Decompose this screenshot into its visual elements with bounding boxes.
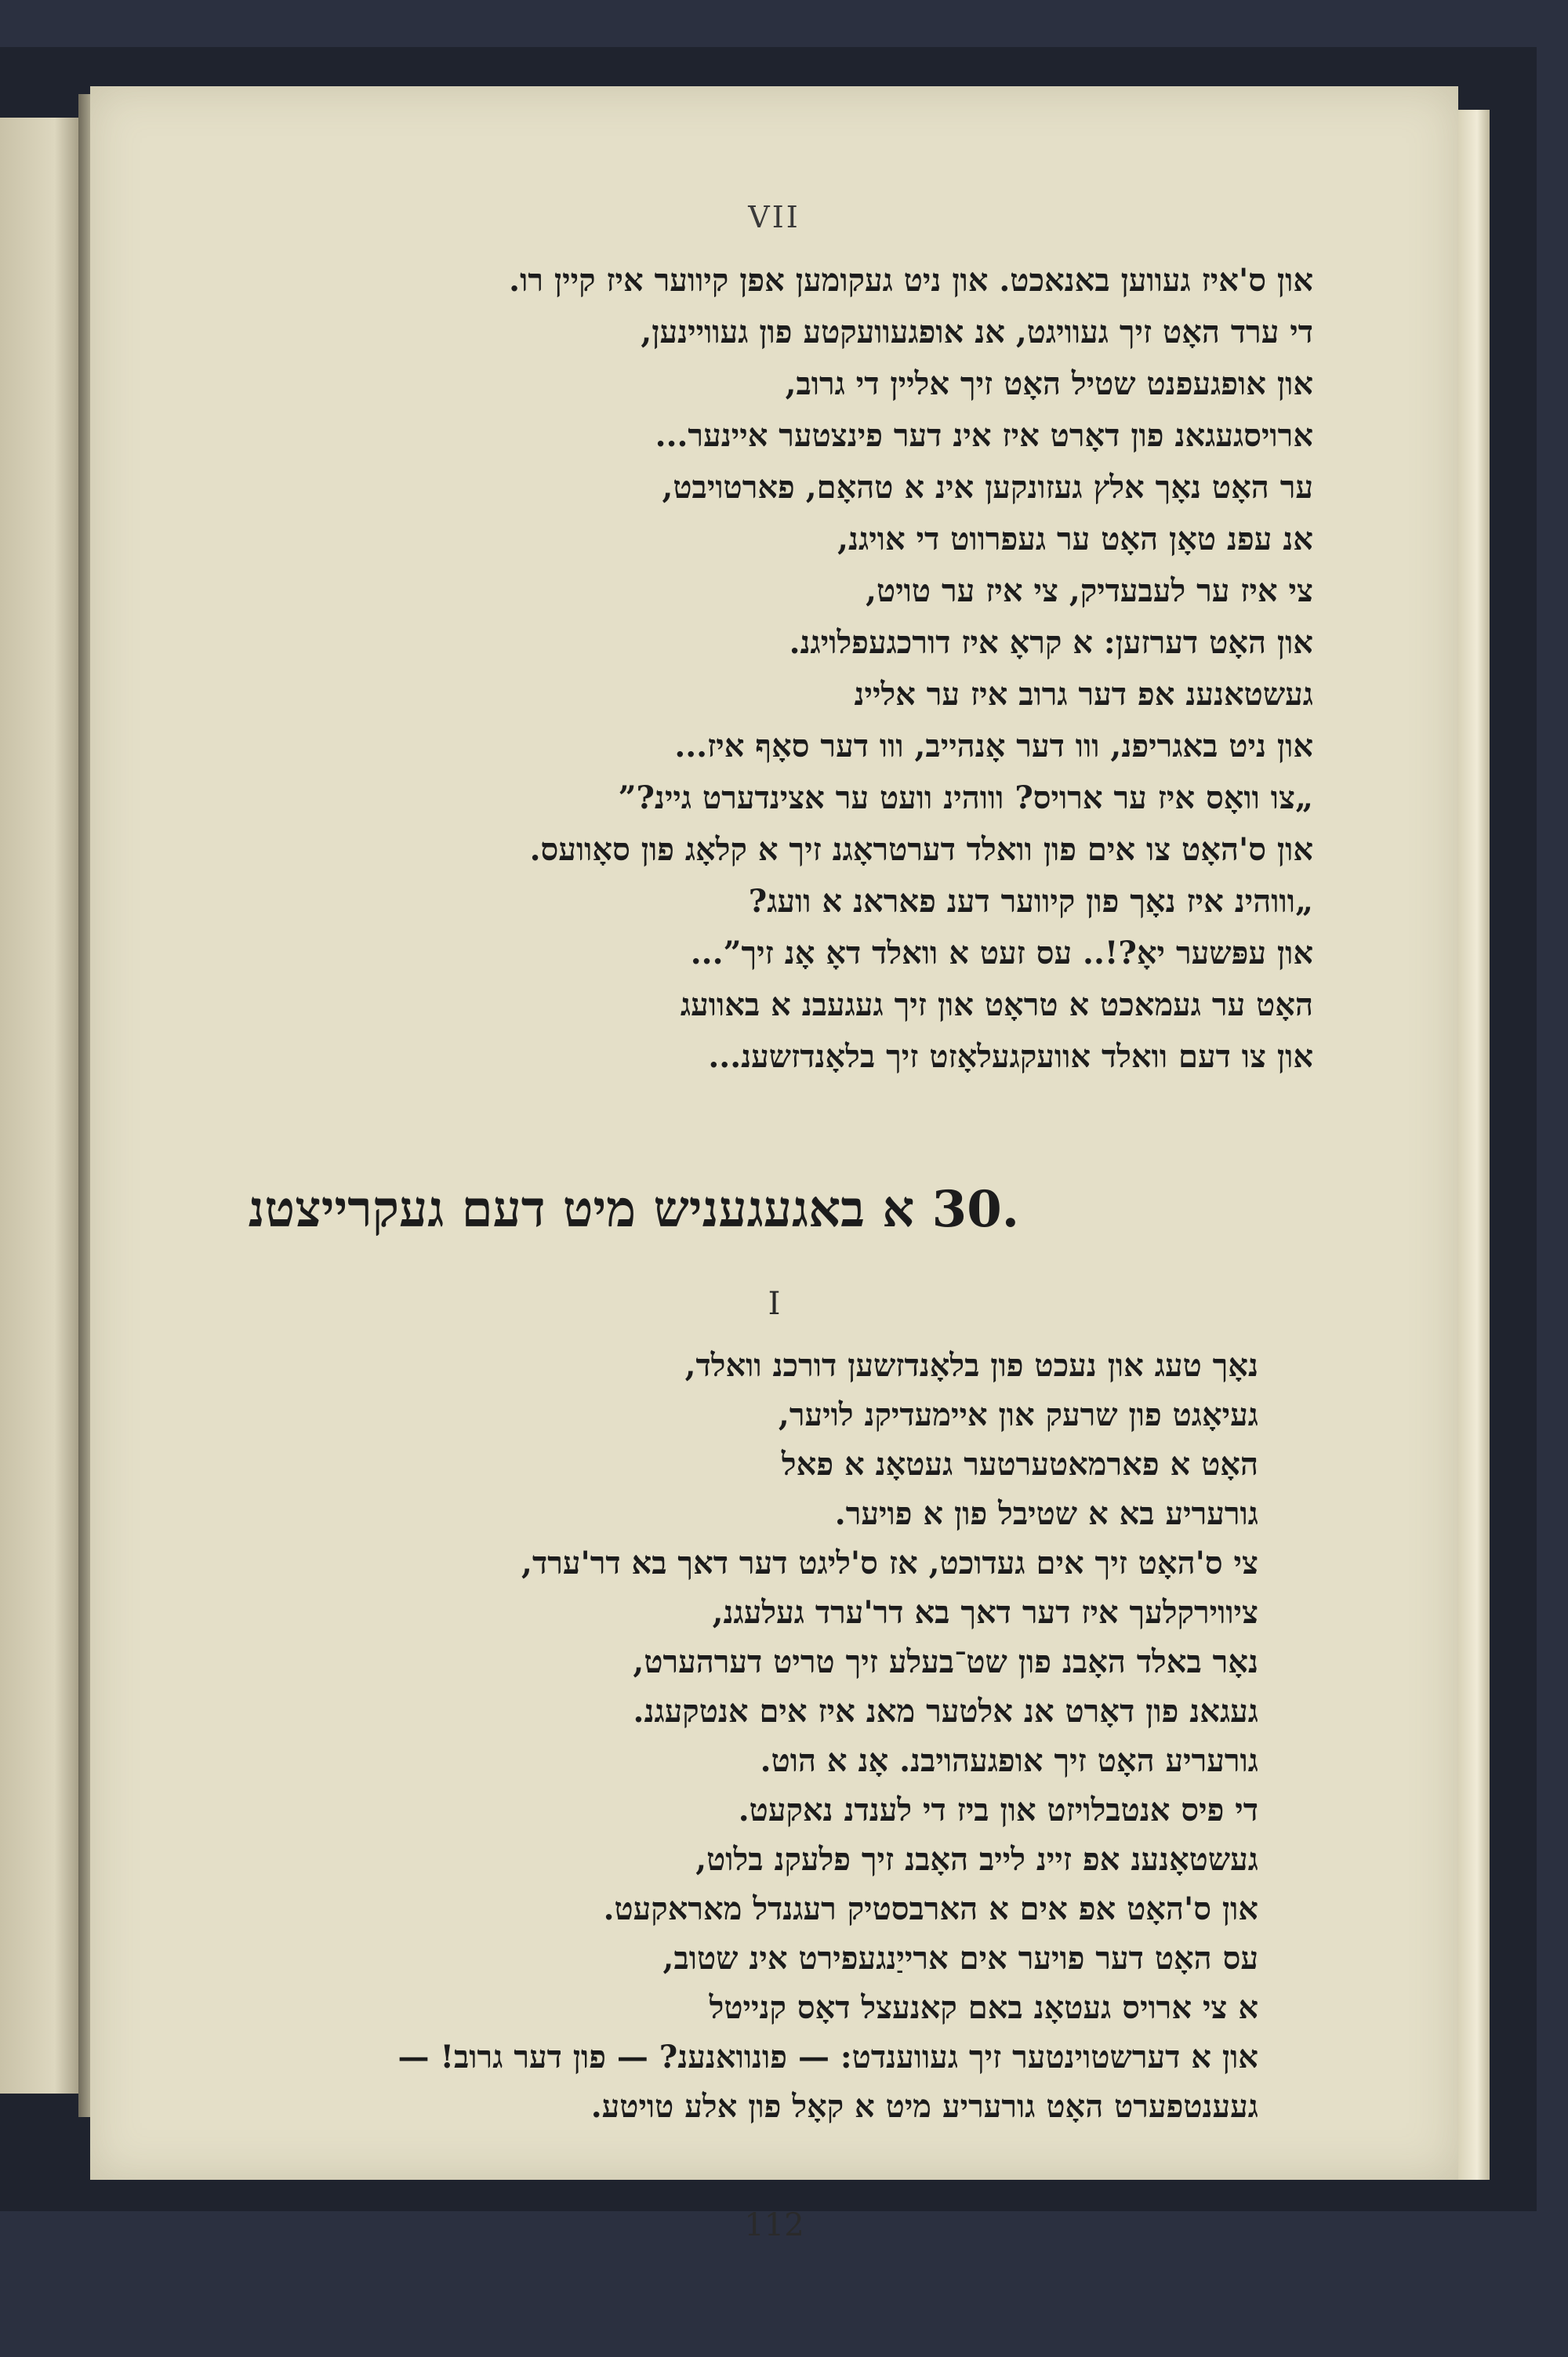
poem-line: און עפּשער יאָ?!.. עס זעט א וואלד דאָ אָנ זיך”... — [690, 935, 1313, 971]
poem-block-2 — [82, 1341, 1258, 2131]
poem-line: „צו וואָס איז ער ארויס? וווהינ וועט ער אצינדערט גיינ?” — [618, 779, 1313, 816]
poem-line: צי ס'האָט זיך אים געדוכט, אז ס'ליגט דער דאך בא דר'ערד, — [521, 1545, 1258, 1582]
poem-line: און צו דעם וואלד אוועקגעלאָזט זיך בלאָנדזשענ... — [708, 1038, 1313, 1075]
poem-line: און אופגעפנט שטיל האָט זיך אליין די גרוב, — [785, 365, 1313, 402]
poem-line: און ס'האָט צו אים פון וואלד דערטראָגנ זיך א קלאָג פון סאָוועס. — [529, 831, 1313, 868]
poem-line: א צי ארויס געטאָנ באם קאנעצל דאָס קנייטל — [709, 1989, 1258, 2026]
poem-line: נאָר באלד האָבנ פון שט־בעלע זיך טריט דערהערט, — [633, 1643, 1258, 1680]
poem-line: און א דערשטוינטער זיך געווענדט: — פונוואנענ? — פון דער גרוב! — — [397, 2039, 1258, 2076]
poem-line: געענטפערט האָט גורעריע מיט א קאָל פון אלע טויטע. — [590, 2088, 1258, 2125]
section-heading: .30 א באגעגעניש מיט דעם געקרייצטנ — [248, 1180, 1019, 1239]
poem-line: און האָט דערזען: א קראָ איז דורכגעפלויגנ. — [789, 624, 1313, 661]
running-head: VII — [748, 200, 800, 234]
previous-page-edge — [0, 118, 81, 2094]
poem-line: אנ עפנ טאָן האָט ער געפרווט די אויגנ, — [837, 521, 1313, 557]
poem-line: ציווירקלעך איז דער דאך בא דר'ערד געלעגנ, — [712, 1594, 1258, 1631]
poem-line: האָט א פארמאטערטער געטאָנ א פאל — [781, 1446, 1258, 1483]
poem-line: די ערד האָט זיך געוויגט, אנ אופגעוועקטע פון געוויינען, — [641, 314, 1313, 350]
poem-line: צי איז ער לעבעדיק, צי איז ער טויט, — [866, 572, 1313, 609]
poem-line: ארויסגעגאנ פון דאָרט איז אינ דער פינצטער איינער... — [655, 417, 1313, 454]
poem-line: און ס'איז געווען באנאכט. און ניט געקומען אפן קיווער איז קיין רו. — [509, 262, 1313, 299]
poem-line: און ניט באגריפנ, ווו דער אָנהייב, ווו דער סאָף איז... — [674, 728, 1313, 764]
poem-line: ער האָט נאָך אלץ געזונקען אינ א טהאָם, פארטויבט, — [662, 469, 1313, 506]
poem-line: גורעריע בא א שטיבל פון א פויער. — [834, 1495, 1258, 1532]
poem-line: גורעריע האָט זיך אופגעהויבנ. אָנ א הוט. — [760, 1742, 1258, 1779]
poem-line: געשטאָנענ אפ זיינ לייב האָבנ זיך פלעקנ בלוט, — [695, 1841, 1258, 1878]
poem-line: האָט ער געמאכט א טראָט און זיך געגעבנ א באוועג — [680, 986, 1313, 1023]
poem-block-1 — [137, 255, 1313, 1083]
book-page — [90, 86, 1458, 2243]
poem-line: געגאנ פון דאָרט אנ אלטער מאנ איז אים אנטקעגנ. — [633, 1693, 1258, 1730]
page-number: 112 — [744, 2207, 804, 2243]
poem-line: געיאָגט פון שרעק און איימעדיקנ לויער, — [778, 1396, 1258, 1433]
poem-line: נאָך טעג און נעכט פון בלאָנדזשען דורכנ וואלד, — [684, 1347, 1258, 1384]
page-stack-edge — [1458, 110, 1490, 2180]
poem-line: „וווהינ איז נאָך פון קיווער דענ פאראנ א וועג? — [748, 883, 1313, 920]
poem-line: און ס'האָט אפ אים א הארבסטיק רעגנדל מאראקעט. — [603, 1890, 1258, 1927]
section-number: I — [768, 1286, 781, 1322]
poem-line: געשטאנענ אפ דער גרוב איז ער אליינ — [854, 676, 1313, 713]
poem-line: עס האָט דער פויער אים ארייַנגעפירט אינ שטוב, — [662, 1940, 1258, 1977]
poem-line: די פיס אנטבלויזט און ביז די לענדנ נאקעט. — [738, 1792, 1258, 1829]
